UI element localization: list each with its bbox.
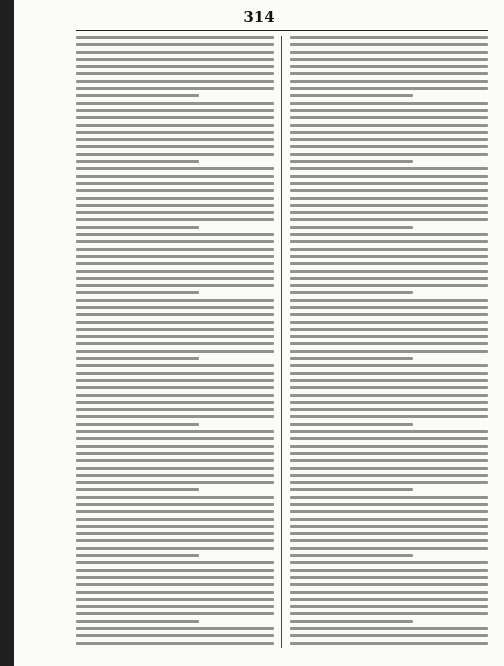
text-line-placeholder [290, 277, 488, 280]
text-line-placeholder [290, 43, 488, 46]
text-line-placeholder [76, 547, 274, 550]
text-line-placeholder [290, 270, 488, 273]
text-line-placeholder [290, 364, 488, 367]
text-line-placeholder [290, 591, 488, 594]
text-line-placeholder [290, 598, 488, 601]
text-line-placeholder [290, 182, 488, 185]
text-line-placeholder [290, 539, 488, 542]
text-line-placeholder [290, 131, 488, 134]
text-line-placeholder [290, 372, 488, 375]
text-line-placeholder [76, 583, 274, 586]
text-line-placeholder [290, 583, 488, 586]
text-line-placeholder [76, 145, 274, 148]
text-line-placeholder [290, 248, 488, 251]
text-line-placeholder [290, 51, 488, 54]
text-line-placeholder [290, 576, 488, 579]
text-line-placeholder [290, 459, 488, 462]
text-line-placeholder [290, 430, 488, 433]
text-line-placeholder [290, 124, 488, 127]
text-line-placeholder [290, 299, 488, 302]
text-line-placeholder [76, 474, 274, 477]
text-line-placeholder [290, 328, 488, 331]
text-line-placeholder [76, 204, 274, 207]
text-column-right [290, 36, 488, 648]
text-line-placeholder [76, 313, 274, 316]
text-line-placeholder [76, 102, 274, 105]
text-line-placeholder [290, 218, 488, 221]
text-line-placeholder [76, 379, 274, 382]
text-line-placeholder [76, 167, 274, 170]
text-line-placeholder [290, 518, 488, 521]
text-line-placeholder [76, 386, 274, 389]
text-line-placeholder [290, 627, 488, 630]
text-line-placeholder [290, 605, 488, 608]
text-line-placeholder [290, 306, 488, 309]
text-line-placeholder [290, 255, 488, 258]
text-line-placeholder [76, 459, 274, 462]
text-line-placeholder [290, 408, 488, 411]
text-line-placeholder [290, 291, 413, 294]
text-line-placeholder [290, 620, 413, 623]
text-line-placeholder [290, 445, 488, 448]
text-line-placeholder [76, 262, 274, 265]
text-line-placeholder [76, 124, 274, 127]
text-line-placeholder [290, 569, 488, 572]
text-line-placeholder [290, 167, 488, 170]
text-line-placeholder [76, 109, 274, 112]
text-line-placeholder [290, 72, 488, 75]
text-line-placeholder [290, 467, 488, 470]
text-line-placeholder [290, 525, 488, 528]
text-line-placeholder [290, 415, 488, 418]
text-line-placeholder [76, 598, 274, 601]
text-line-placeholder [76, 189, 274, 192]
text-line-placeholder [76, 642, 274, 645]
text-line-placeholder [290, 138, 488, 141]
text-line-placeholder [76, 415, 274, 418]
text-line-placeholder [290, 160, 413, 163]
text-line-placeholder [290, 233, 488, 236]
text-line-placeholder [76, 342, 274, 345]
text-line-placeholder [76, 496, 274, 499]
page-number: 314 [243, 8, 275, 26]
text-line-placeholder [290, 386, 488, 389]
text-line-placeholder [290, 496, 488, 499]
text-line-placeholder [76, 503, 274, 506]
text-line-placeholder [290, 175, 488, 178]
text-line-placeholder [290, 65, 488, 68]
text-line-placeholder [76, 591, 274, 594]
text-line-placeholder [76, 36, 274, 39]
text-line-placeholder [76, 226, 199, 229]
text-line-placeholder [76, 430, 274, 433]
text-line-placeholder [290, 547, 488, 550]
text-line-placeholder [290, 642, 488, 645]
text-line-placeholder [290, 532, 488, 535]
text-line-placeholder [290, 109, 488, 112]
text-line-placeholder [76, 350, 274, 353]
text-line-placeholder [290, 321, 488, 324]
text-column-left [76, 36, 274, 648]
text-line-placeholder [76, 437, 274, 440]
text-line-placeholder [290, 87, 488, 90]
text-line-placeholder [76, 488, 199, 491]
text-line-placeholder [76, 248, 274, 251]
text-line-placeholder [76, 605, 274, 608]
text-line-placeholder [290, 102, 488, 105]
text-line-placeholder [76, 138, 274, 141]
text-line-placeholder [76, 445, 274, 448]
text-line-placeholder [76, 116, 274, 119]
page [14, 0, 504, 666]
text-line-placeholder [76, 72, 274, 75]
text-line-placeholder [290, 211, 488, 214]
text-line-placeholder [76, 467, 274, 470]
text-line-placeholder [76, 58, 274, 61]
text-line-placeholder [290, 189, 488, 192]
text-line-placeholder [76, 401, 274, 404]
text-line-placeholder [76, 620, 199, 623]
text-line-placeholder [76, 518, 274, 521]
text-line-placeholder [76, 627, 274, 630]
text-line-placeholder [76, 510, 274, 513]
text-line-placeholder [290, 240, 488, 243]
text-line-placeholder [290, 197, 488, 200]
text-line-placeholder [290, 80, 488, 83]
text-line-placeholder [290, 357, 413, 360]
text-line-placeholder [76, 80, 274, 83]
text-line-placeholder [76, 532, 274, 535]
text-line-placeholder [76, 525, 274, 528]
text-line-placeholder [290, 394, 488, 397]
text-line-placeholder [76, 634, 274, 637]
text-line-placeholder [76, 211, 274, 214]
text-line-placeholder [76, 153, 274, 156]
text-line-placeholder [76, 131, 274, 134]
text-line-placeholder [290, 116, 488, 119]
text-line-placeholder [290, 313, 488, 316]
text-line-placeholder [76, 561, 274, 564]
text-line-placeholder [290, 503, 488, 506]
text-line-placeholder [76, 233, 274, 236]
text-line-placeholder [290, 350, 488, 353]
text-line-placeholder [290, 474, 488, 477]
text-line-placeholder [76, 51, 274, 54]
text-line-placeholder [290, 226, 413, 229]
text-line-placeholder [76, 372, 274, 375]
text-line-placeholder [290, 36, 488, 39]
text-line-placeholder [290, 284, 488, 287]
text-line-placeholder [76, 481, 274, 484]
scan-edge [0, 0, 14, 666]
text-line-placeholder [76, 612, 274, 615]
text-line-placeholder [290, 401, 488, 404]
text-line-placeholder [290, 510, 488, 513]
text-line-placeholder [76, 277, 274, 280]
text-line-placeholder [76, 569, 274, 572]
text-line-placeholder [76, 87, 274, 90]
text-line-placeholder [290, 262, 488, 265]
text-line-placeholder [76, 175, 274, 178]
text-line-placeholder [76, 576, 274, 579]
text-line-placeholder [76, 299, 274, 302]
text-line-placeholder [290, 634, 488, 637]
text-line-placeholder [76, 197, 274, 200]
text-line-placeholder [76, 357, 199, 360]
text-line-placeholder [290, 342, 488, 345]
text-line-placeholder [290, 145, 488, 148]
text-line-placeholder [76, 43, 274, 46]
text-line-placeholder [290, 94, 413, 97]
text-line-placeholder [290, 561, 488, 564]
text-line-placeholder [76, 452, 274, 455]
text-line-placeholder [290, 481, 488, 484]
text-line-placeholder [290, 153, 488, 156]
text-line-placeholder [290, 335, 488, 338]
text-line-placeholder [76, 554, 199, 557]
text-line-placeholder [76, 94, 199, 97]
text-line-placeholder [76, 408, 274, 411]
text-line-placeholder [76, 160, 199, 163]
text-line-placeholder [76, 182, 274, 185]
text-line-placeholder [290, 452, 488, 455]
text-line-placeholder [76, 335, 274, 338]
text-line-placeholder [290, 379, 488, 382]
column-divider [281, 36, 282, 648]
text-line-placeholder [76, 328, 274, 331]
text-line-placeholder [76, 423, 199, 426]
text-line-placeholder [290, 58, 488, 61]
text-line-placeholder [290, 204, 488, 207]
text-line-placeholder [290, 437, 488, 440]
text-line-placeholder [76, 306, 274, 309]
text-line-placeholder [76, 394, 274, 397]
text-line-placeholder [290, 554, 413, 557]
text-line-placeholder [290, 488, 413, 491]
text-line-placeholder [76, 539, 274, 542]
text-line-placeholder [76, 270, 274, 273]
text-line-placeholder [290, 423, 413, 426]
text-line-placeholder [76, 65, 274, 68]
header-rule [76, 30, 488, 31]
text-line-placeholder [76, 321, 274, 324]
text-line-placeholder [76, 218, 274, 221]
text-line-placeholder [76, 364, 274, 367]
text-line-placeholder [290, 612, 488, 615]
text-line-placeholder [76, 255, 274, 258]
text-line-placeholder [76, 291, 199, 294]
text-line-placeholder [76, 240, 274, 243]
text-line-placeholder [76, 284, 274, 287]
